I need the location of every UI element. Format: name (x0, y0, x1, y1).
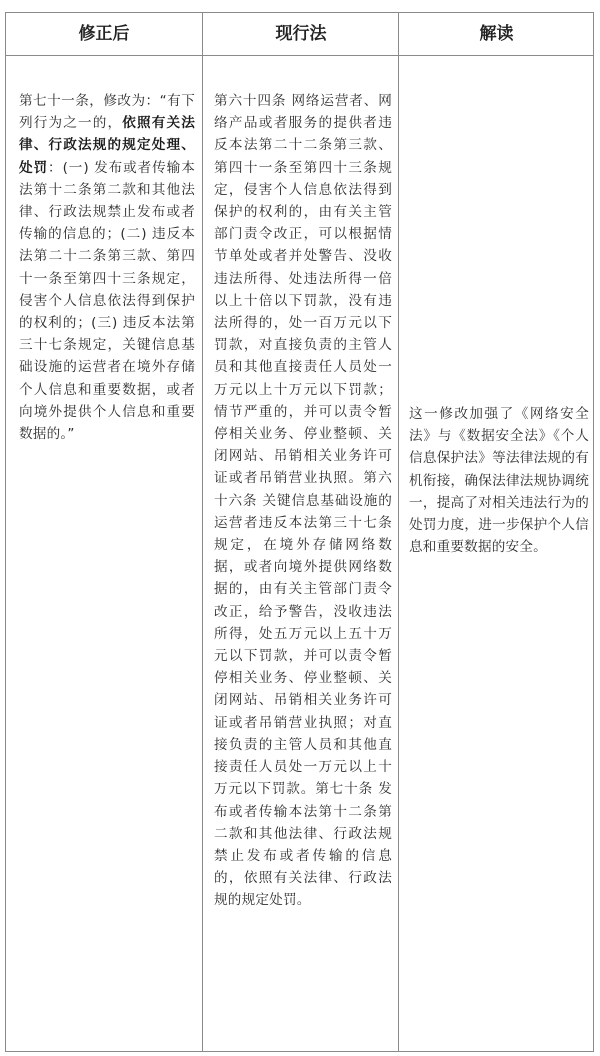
revised-text-bold: 依照有关法律、行政法规的规定处理、处罚 (19, 115, 195, 176)
current-law-cell (202, 55, 398, 1051)
revised-text (19, 90, 195, 445)
interpretation-text: 这一修改加强了《网络安全法》与《数据安全法》《个人信息保护法》等法律法规的有机衔接，确保法律法规协调统一，提高了对相关违法行为的处罚力度，进一步保护个人信息和重要数据的安全。 (409, 406, 589, 556)
header-revised: 修正后 (78, 24, 130, 44)
table-header (6, 13, 593, 56)
interpretation-cell (398, 55, 593, 1051)
current-law-text: 第六十四条 网络运营者、网络产品或者服务的提供者违反本法第二十二条第三款、第四十一条至第四十三条规定，侵害个人信息依法得到保护的权利的，由有关主管部门责令改正，可以根据情节单处或者并处警告、没收违法所得、处违法所得一倍以上十倍以下罚款，没有违法所得的，处一百万元以下罚款，对直接负责的主管人员和其他直接责任人员处一万元以上十万元以下罚款；情节严重的，并可以责令暂停相关业务、停业整顿、关闭网站、吊销相关业务许可证或者吊销营业执照。第六十六条 关键信息基础设施的运营者违反本法第三十七条规定，在境外存储网络数据，或者向境外提供网络数据的，由有关主管部门责令改正，给予警告，没收违法所得，处五万元以上五十万元以下罚款，并可以责令暂停相关业务、停业整顿、关闭网站、吊销相关业务许可证或者吊销营业执照；对直接负责的主管人员和其他直接责任人员处一万元以上十万元以下罚款。第七十条 发布或者传输本法第十二条第二款和其他法律、行政法规禁止发布或者传输的信息的，依照有关法律、行政法规的规定处罚。 (214, 93, 392, 909)
header-current-law: 现行法 (202, 13, 399, 55)
revised-text-part1: 第七十一条，修改为：“有下列行为之一的， (19, 93, 195, 132)
comparison-table (5, 12, 594, 1052)
header-interpretation: 解读 (398, 13, 594, 55)
revised-cell (6, 55, 202, 1051)
revised-text-part2: ：(一) 发布或者传输本法第十二条第二款和其他法律、行政法规禁止发布或者传输的信息的；(二) 违反本法第二十二条第三款、第四十一条至第四十三条规定，侵害个人信息依法得到保护的权利的；(三) 违反本法第三十七条规定，关键信息基础设施的运营者在境外存储个人信息和重要数据，或者向境外提供个人信息和重要数据的。” (19, 159, 195, 443)
